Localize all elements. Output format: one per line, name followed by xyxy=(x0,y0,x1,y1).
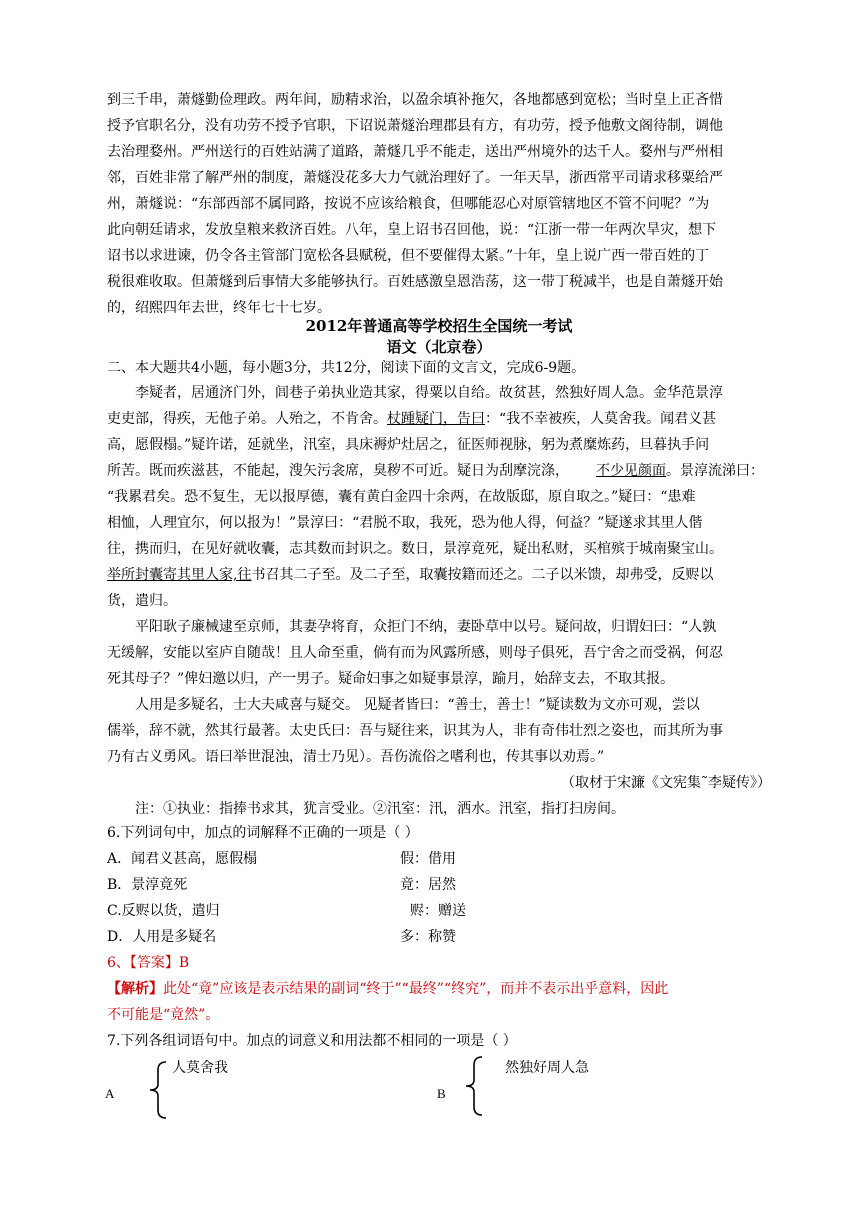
question-stem: 7.下列各组词语句中。加点的词意义和用法都不相同的一项是（ ） xyxy=(107,1033,517,1049)
intro-line: 授予官职名分，没有功劳不授予官职，下诏说萧燧治理郡县有方，有功劳，授予他敷文阁待制，调他 xyxy=(107,118,723,134)
intro-line: 去治理婺州。严州送行的百姓站满了道路，萧燧几乎不能走，送出严州境外的达千人。婺州与严州相 xyxy=(107,144,723,160)
question-stem: 6.下列词句中，加点的词解释不正确的一项是（ ） xyxy=(107,825,419,841)
brace-a-icon xyxy=(146,1060,170,1120)
passage-line: 所苦。既而疾滋甚，不能起，溲矢污衾席，臭秽不可近。疑日为刮摩浣涤， xyxy=(107,463,569,479)
option-c-gloss: 赆：赠送 xyxy=(410,903,466,919)
option-d-text: D．人用是多疑名 xyxy=(107,929,217,945)
passage-line: 儒举，辞不就，然其行最著。太史氏曰：吾与疑往来，识其为人，非有奇伟壮烈之姿也，而其所为事 xyxy=(107,723,723,739)
intro-line: 诏书以求进谏，仍令各主管部门宽松各县赋税，但不要催得太紧。”十年，皇上说广西一带百姓的丁 xyxy=(107,248,710,264)
analysis-line: 不可能是“竟然”。 xyxy=(107,1007,220,1023)
option-c-text: C.反赆以货，遣归 xyxy=(107,903,220,919)
underlined-phrase: 杖踵疑门，告曰 xyxy=(387,411,485,427)
analysis-tag: 【解析】 xyxy=(107,981,163,997)
passage-line: 李疑者，居通济门外，闾巷子弟执业造其家，得粟以自给。故贫甚，然独好周人急。金华范景淳 xyxy=(135,385,723,401)
passage-line: 举所封囊寄其里人家,往书召其二子至。及二子至，取囊按籍而还之。二子以米馈，却弗受，反赆以 xyxy=(107,567,714,583)
intro-line: 邻，百姓非常了解严州的制度，萧燧没花多大力气就治理好了。一年天旱，浙西常平司请求移粟给严 xyxy=(107,170,723,186)
intro-line: 税很难收取。但萧燧到后事情大多能够执行。百姓感激皇恩浩荡，这一带丁税减半，也是自萧燧开始 xyxy=(107,274,723,290)
passage-line: 死其母子？”俾妇邀以归，产一男子。疑命妇事之如疑事景淳，踰月，始辞支去，不取其报。 xyxy=(107,671,675,687)
passage-note: 注：①执业：指捧书求其，犹言受业。②汛室：汛，洒水。汛室，指打扫房间。 xyxy=(135,801,625,817)
answer-line: 6、【答案】B xyxy=(107,955,190,971)
passage-line: 乃有古义勇风。语曰举世混浊，清士乃见）。吾伤流俗之嗜利也，传其事以劝焉。” xyxy=(107,749,605,765)
option-a-text: A．闻君义甚高，愿假榻 xyxy=(107,851,258,867)
analysis-line: 【解析】此处“竟”应该是表示结果的副词“终于”“最终”“终究”，而并不表示出乎意料，因此 xyxy=(107,981,669,997)
option-b-gloss: 竟：居然 xyxy=(400,877,456,893)
passage-line: 平阳耿子廉械逮至京师，其妻孕将育，众拒门不纳，妻卧草中以号。疑问故，归谓妇曰：“人孰 xyxy=(135,619,717,635)
group-a-item: 人莫舍我 xyxy=(172,1060,228,1076)
passage-line: 人用是多疑名，士大夫咸喜与疑交。 见疑者皆曰：“善士，善士！”疑读数为文亦可观，尝以 xyxy=(135,697,700,713)
exam-title: 2012年普通高等学校招生全国统一考试 xyxy=(305,317,573,335)
passage-source: （取材于宋濂《文宪集˜李疑传》） xyxy=(561,775,771,791)
intro-line: 州，萧燧说：“东部西部不属同路，按说不应该给粮食，但哪能忍心对原管辖地区不管不问呢？”为 xyxy=(107,196,710,212)
passage-line: 高，愿假榻。”疑许诺，延就坐，汛室，具床褥炉灶居之，征医师视脉，躬为煮糜炼药，旦暮执手问 xyxy=(107,437,710,453)
passage-line: 无缓解，安能以室庐自随哉！且人命至重，倘有而为风露所感，则母子俱死，吾宁舍之而受祸，何忍 xyxy=(107,645,723,661)
option-d-gloss: 多：称赞 xyxy=(400,929,456,945)
underlined-phrase: 举所封囊寄其里人家,往 xyxy=(107,567,252,583)
passage-line: 相恤，人理宜尔，何以报为！”景淳曰：“君脱不取，我死，恐为他人得，何益？”疑遂求其里人偕 xyxy=(107,515,703,531)
underlined-phrase: 不少见颜面 xyxy=(596,463,666,479)
group-a-label: A xyxy=(105,1086,115,1101)
intro-line: 此向朝廷请求，发放皇粮来救济百姓。八年，皇上诏书召回他，说：“江浙一带一年两次旱灾，想下 xyxy=(107,222,717,238)
section-intro: 二、本大题共4小题，每小题3分，共12分，阅读下面的文言文，完成6-9题。 xyxy=(107,360,586,376)
intro-line: 的，绍熙四年去世，终年七十七岁。 xyxy=(107,300,331,316)
passage-line: 往，携而归，在见好就收囊，志其数而封识之。数日，景淳竟死，疑出私财，买棺殡于城南聚宝山。 xyxy=(107,541,723,557)
intro-line: 到三千串，萧燧勤俭理政。两年间，励精求治，以盈余填补拖欠，各地都感到宽松；当时皇上正吝惜 xyxy=(107,92,723,108)
group-b-item: 然独好周人急 xyxy=(505,1060,589,1076)
exam-subtitle: 语文（北京卷） xyxy=(386,338,492,356)
passage-line: 吏吏部，得疾，无他子弟。人殆之，不肯舍。杖踵疑门，告曰：“我不幸被疾，人莫舍我。闻君义甚 xyxy=(107,411,717,427)
group-b-label: B xyxy=(437,1086,446,1101)
passage-line: “我累君矣。恐不复生，无以报厚德，囊有黄白金四十余两，在故版邸，原自取之。”疑曰：“患难 xyxy=(107,489,696,505)
passage-line: 货，遣归。 xyxy=(107,593,177,609)
passage-line-tail: 不少见颜面。景淳流涕曰： xyxy=(596,463,764,479)
option-b-text: B．景淳竟死 xyxy=(107,877,188,893)
brace-b-icon xyxy=(462,1055,486,1117)
option-a-gloss: 假：借用 xyxy=(400,851,456,867)
